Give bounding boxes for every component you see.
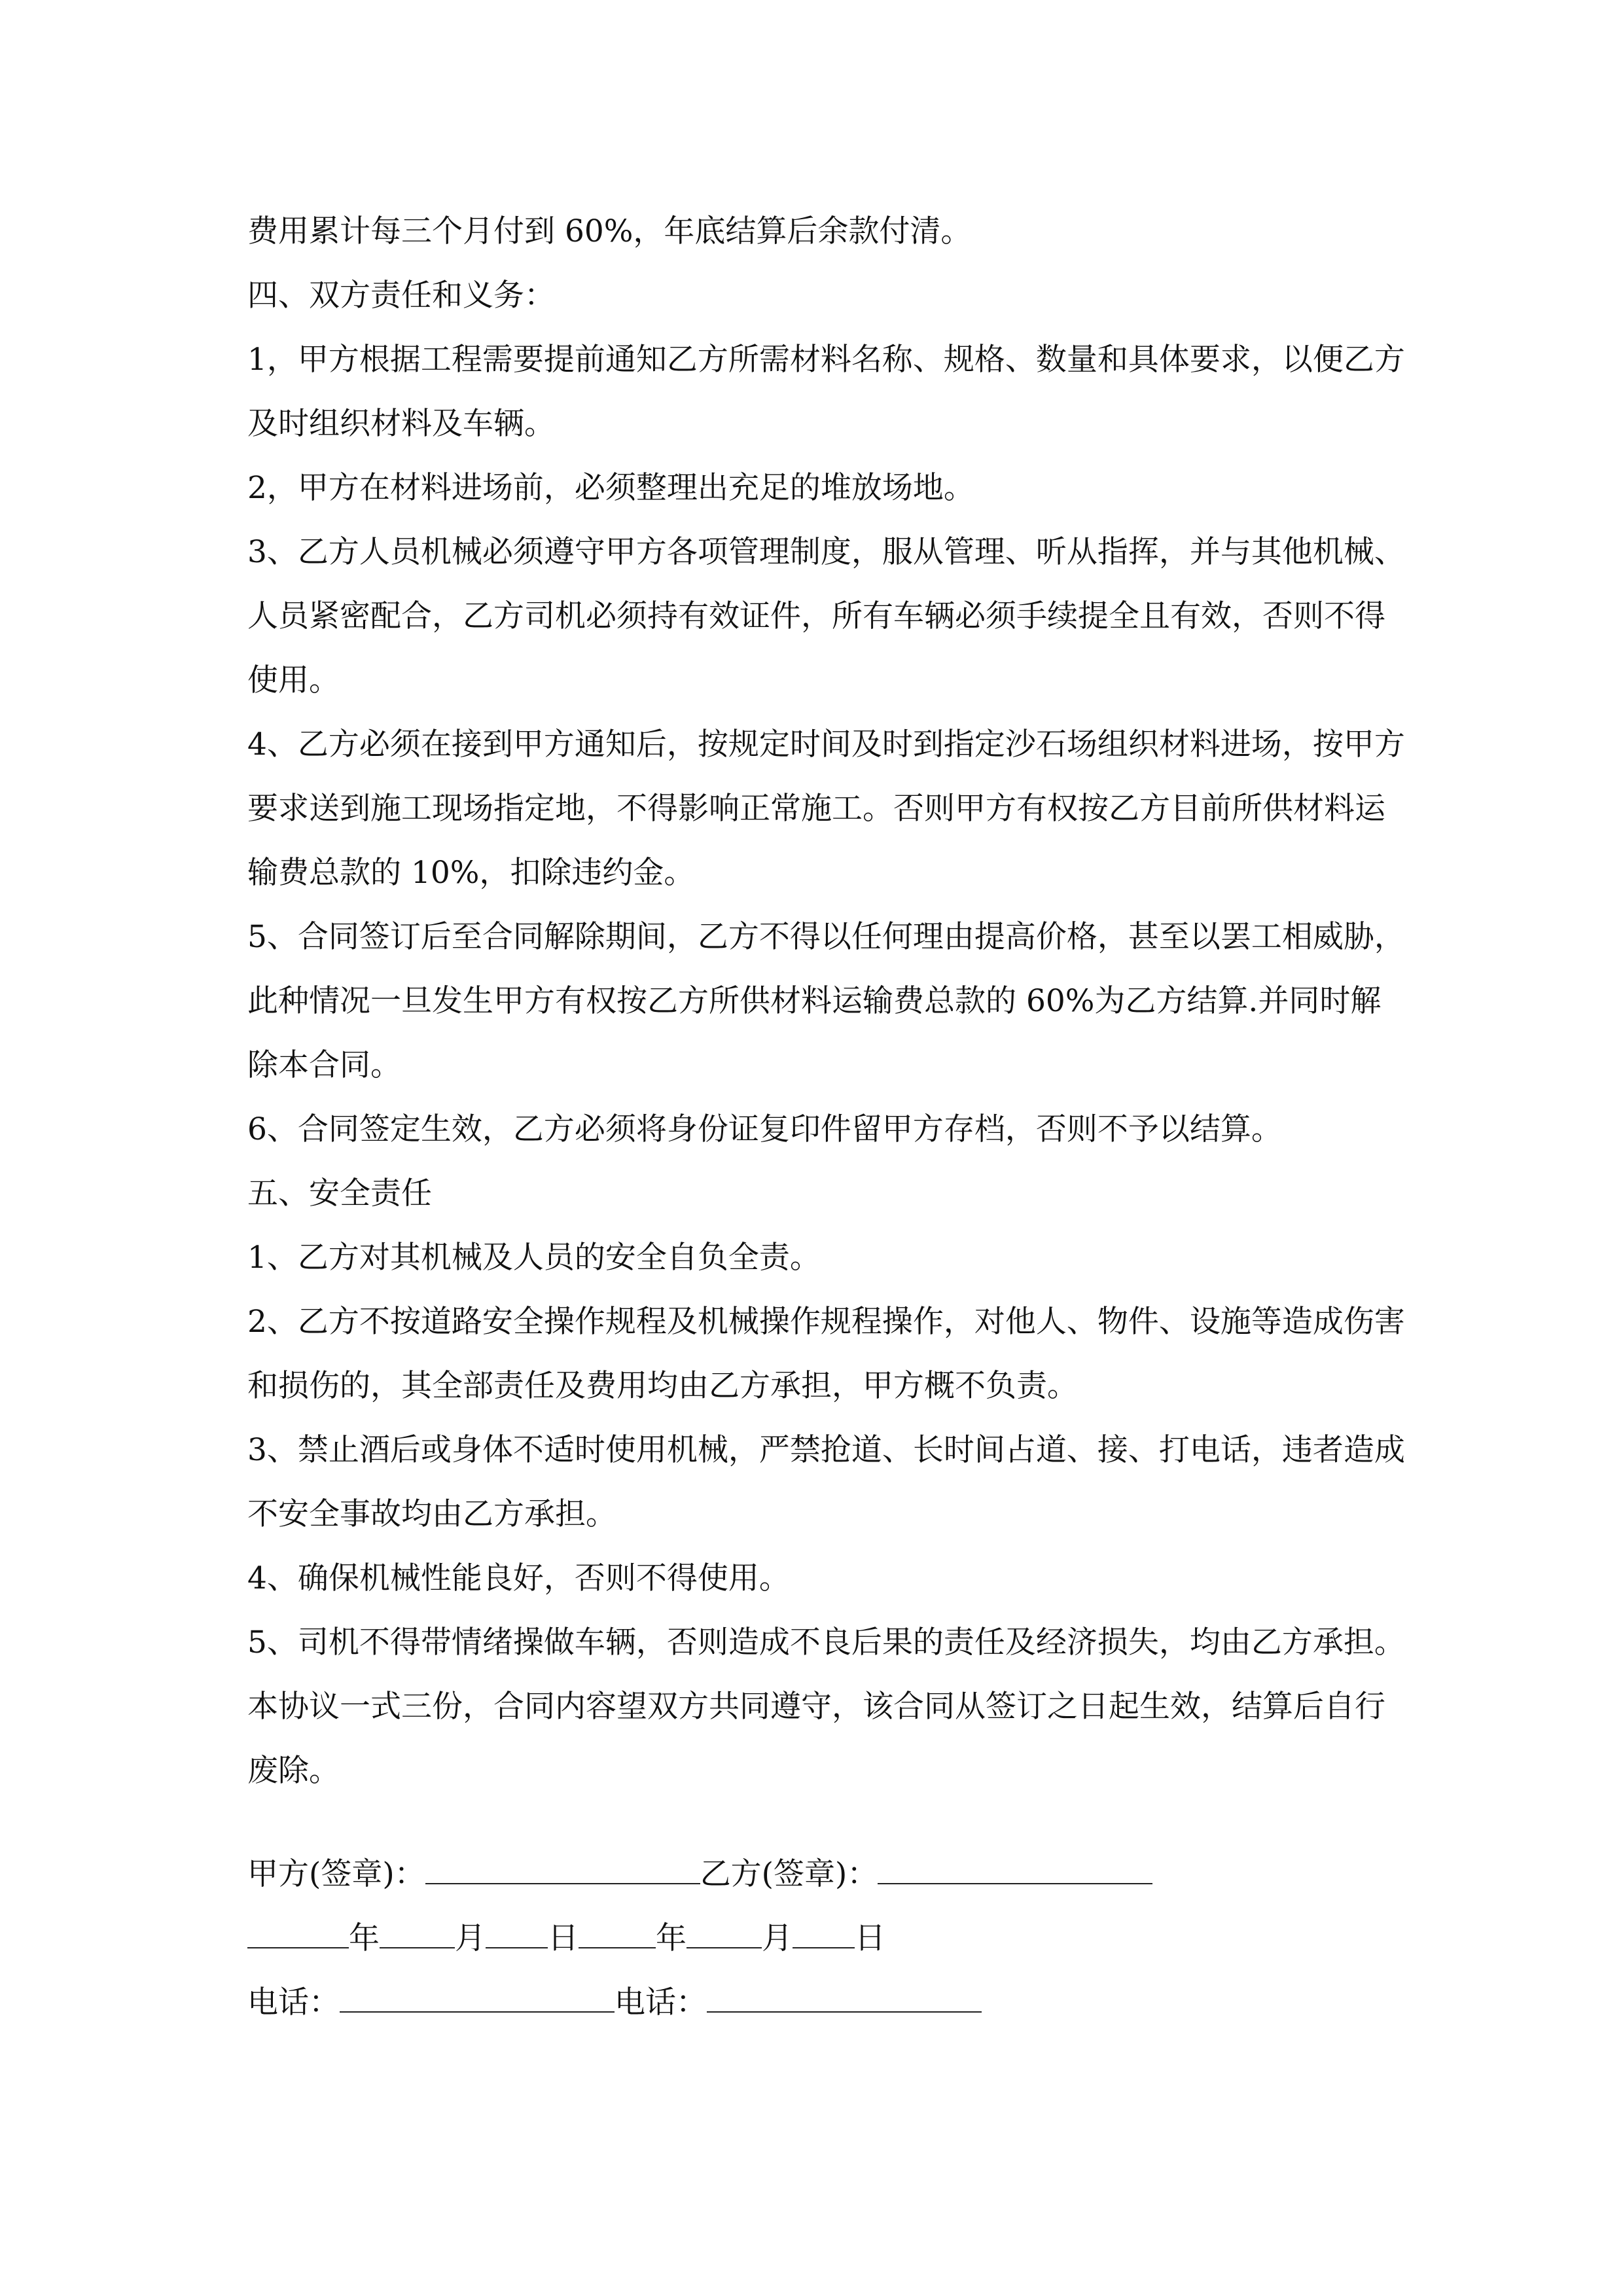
- clause-5-5: 5、司机不得带情绪操做车辆，否则造成不良后果的责任及经济损失，均由乙方承担。: [247, 1624, 1405, 1660]
- party-a-month-label: 月: [455, 1920, 486, 1956]
- party-a-day-blank[interactable]: [486, 1909, 548, 1948]
- clause-5-1: 1、乙方对其机械及人员的安全自负全责。: [247, 1240, 821, 1276]
- party-b-phone-label: 电话：: [615, 1984, 707, 2020]
- clause-5-4: 4、确保机械性能良好，否则不得使用。: [247, 1560, 790, 1596]
- party-b-day-label: 日: [855, 1920, 885, 1956]
- phone-row: [247, 1971, 1406, 2035]
- party-a-signature-label: 甲方(签章)：: [247, 1856, 425, 1892]
- party-b-month-blank[interactable]: [687, 1909, 762, 1948]
- party-a-day-label: 日: [548, 1920, 579, 1956]
- party-a-phone-label: 电话：: [247, 1984, 340, 2020]
- party-a-month-blank[interactable]: [380, 1909, 455, 1948]
- clause-4-4: 4、乙方必须在接到甲方通知后，按规定时间及时到指定沙石场组织材料进场，按甲方要求送到施工现场指定地，不得影响正常施工。否则甲方有权按乙方目前所供材料运输费总款的 10%，扣除违约金。: [247, 726, 1405, 891]
- clause-4-1: 1，甲方根据工程需要提前通知乙方所需材料名称、规格、数量和具体要求，以便乙方及时组织材料及车辆。: [247, 342, 1405, 442]
- party-a-year-blank[interactable]: [247, 1909, 349, 1948]
- party-a-signature-blank[interactable]: [425, 1845, 700, 1884]
- section-heading-safety: 五、安全责任: [247, 1175, 432, 1211]
- clause-5-3: 3、禁止酒后或身体不适时使用机械，严禁抢道、长时间占道、接、打电话，违者造成不安全事故均由乙方承担。: [247, 1432, 1405, 1532]
- clause-4-3: 3、乙方人员机械必须遵守甲方各项管理制度，服从管理、听从指挥，并与其他机械、人员紧密配合，乙方司机必须持有效证件，所有车辆必须手续提全且有效，否则不得使用。: [247, 534, 1405, 698]
- clause-5-2: 2、乙方不按道路安全操作规程及机械操作规程操作，对他人、物件、设施等造成伤害和损伤的，其全部责任及费用均由乙方承担，甲方概不负责。: [247, 1304, 1405, 1404]
- party-b-signature-blank[interactable]: [878, 1845, 1152, 1884]
- party-a-year-label: 年: [349, 1920, 380, 1956]
- agreement-closing: 本协议一式三份，合同内容望双方共同遵守，该合同从签订之日起生效，结算后自行废除。: [247, 1689, 1385, 1789]
- clause-4-2: 2，甲方在材料进场前，必须整理出充足的堆放场地。: [247, 470, 974, 506]
- party-a-phone-blank[interactable]: [340, 1973, 615, 2013]
- party-b-month-label: 月: [762, 1920, 793, 1956]
- section-heading-responsibilities: 四、双方责任和义务：: [247, 278, 555, 314]
- party-b-year-blank[interactable]: [579, 1909, 656, 1948]
- date-row: [247, 1907, 1406, 1971]
- party-b-signature-label: 乙方(签章)：: [700, 1856, 878, 1892]
- party-b-year-label: 年: [656, 1920, 687, 1956]
- paragraph-payment-terms: 费用累计每三个月付到 60%，年底结算后余款付清。: [247, 213, 972, 249]
- clause-4-6: 6、合同签定生效，乙方必须将身份证复印件留甲方存档，否则不予以结算。: [247, 1111, 1282, 1147]
- signature-row: [247, 1842, 1406, 1907]
- party-b-day-blank[interactable]: [793, 1909, 855, 1948]
- party-b-phone-blank[interactable]: [707, 1973, 982, 2013]
- signature-block: [247, 1842, 1406, 2035]
- contract-body: [247, 200, 1406, 1803]
- clause-4-5: 5、合同签订后至合同解除期间，乙方不得以任何理由提高价格，甚至以罢工相威胁，此种情况一旦发生甲方有权按乙方所供材料运输费总款的 60%为乙方结算.并同时解除本合同。: [247, 919, 1405, 1083]
